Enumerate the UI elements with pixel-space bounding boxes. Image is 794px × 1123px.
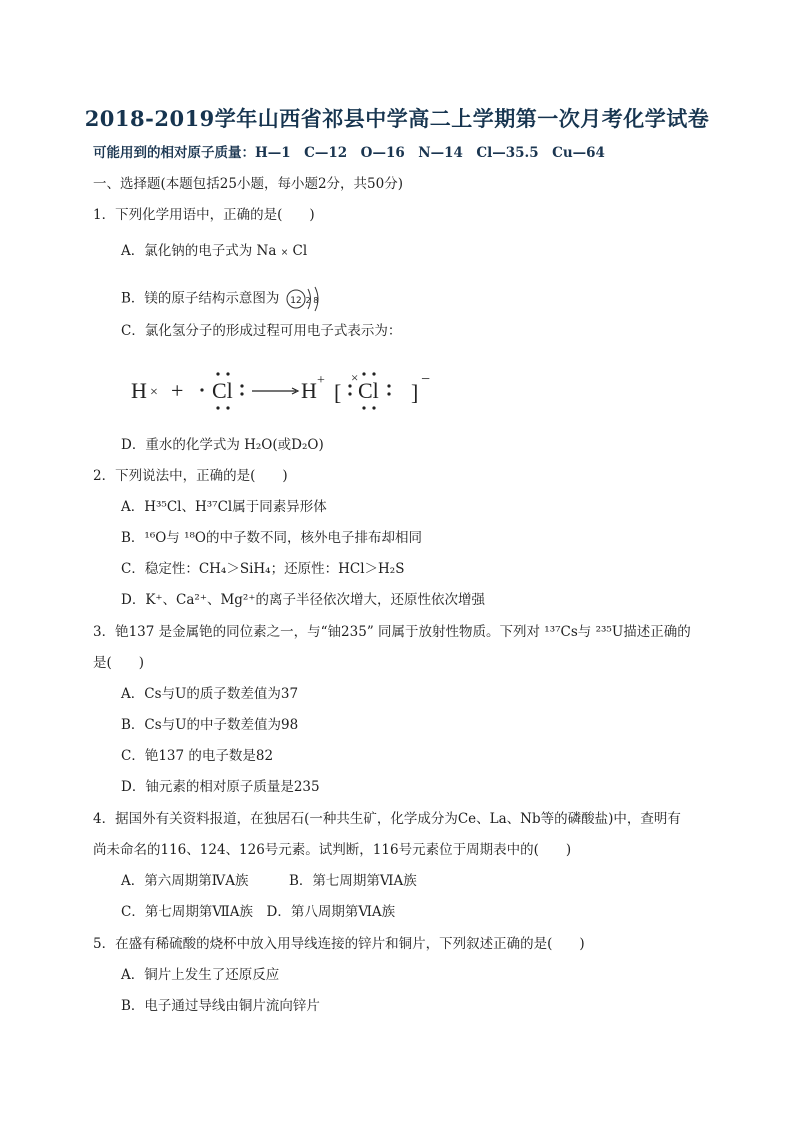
q1-option-d-formula: H₂O(或D₂O) (244, 437, 324, 453)
page-title: 2018-2019学年山西省祁县中学高二上学期第一次月考化学试卷 (84, 106, 710, 131)
section-heading: 一、选择题(本题包括25小题，每小题2分，共50分) (93, 176, 403, 192)
q2-option-c: C．稳定性：CH₄＞SiH₄；还原性：HCl＞H₂S (121, 561, 405, 577)
eq-bond-electron: × (351, 370, 359, 385)
q1-option-d-text: D．重水的化学式为 (121, 437, 240, 453)
q3-stem-line1: 3．铯137 是金属铯的同位素之一，与“铀235” 同属于放射性物质。下列对 ¹³⁷Cs与 ²³⁵U描述正确的 (93, 624, 691, 640)
eq-left-bracket: [ (334, 380, 342, 405)
eq-right-bracket: ] (411, 380, 419, 405)
q3-option-c: C．铯137 的电子数是82 (121, 748, 274, 764)
q2-option-d: D．K⁺、Ca²⁺、Mg²⁺的离子半径依次增大，还原性依次增强 (121, 592, 485, 608)
q1-option-b-text: B．镁的原子结构示意图为 (121, 290, 280, 307)
eq-plus: + (171, 378, 184, 403)
q1-option-a (121, 242, 307, 262)
atomic-masses: 可能用到的相对原子质量：H—1 C—12 O—16 N—14 Cl—35.5 Cu—64 (93, 145, 605, 161)
q5-option-b: B．电子通过导线由铜片流向锌片 (121, 998, 320, 1014)
eq-minus-charge: − (421, 371, 431, 388)
q5-stem: 5．在盛有稀硫酸的烧杯中放入用导线连接的锌片和铜片，下列叙述正确的是( ) (93, 936, 585, 952)
q3-stem-line2: 是( ) (93, 655, 145, 671)
eq-h-electron: × (150, 385, 158, 400)
q3-option-d: D．铀元素的相对原子质量是235 (121, 779, 320, 795)
atom-shells-label: 2 8 (305, 296, 319, 305)
q1-option-a-text: A．氯化钠的电子式为 Na (121, 243, 277, 259)
q5-option-a: A．铜片上发生了还原反应 (121, 967, 280, 983)
q4-stem-line2: 尚未命名的116、124、126号元素。试判断，116号元素位于周期表中的( ) (93, 842, 572, 858)
q2-stem: 2．下列说法中，正确的是( ) (93, 468, 288, 484)
q1-stem: 1．下列化学用语中，正确的是( ) (93, 207, 315, 223)
q4-stem-line1: 4．据国外有关资料报道，在独居石(一种共生矿，化学成分为Ce、La、Nb等的磷酸盐)中，查明有 (93, 811, 681, 827)
q1-option-a-formula: Cl (292, 243, 308, 259)
q2-option-a: A．H³⁵Cl、H³⁷Cl属于同素异形体 (121, 499, 327, 515)
eq-cl-atom: Cl (212, 378, 233, 403)
hcl-formation-equation (131, 362, 481, 428)
q3-option-b: B．Cs与U的中子数差值为98 (121, 717, 299, 733)
q1-option-b (121, 284, 326, 314)
mg-atom-diagram (284, 284, 326, 314)
eq-h-ion: H (301, 378, 317, 403)
eq-h-atom: H (131, 378, 147, 403)
q4-options-cd: C．第七周期第ⅦA族 D．第八周期第ⅥA族 (121, 904, 396, 920)
q4-options-ab: A．第六周期第ⅣA族 B．第七周期第ⅥA族 (121, 873, 417, 889)
eq-cl-ion: Cl (358, 378, 379, 403)
q2-option-b: B．¹⁶O与 ¹⁸O的中子数不同，核外电子排布却相同 (121, 530, 422, 546)
q1-option-c: C．氯化氢分子的形成过程可用电子式表示为： (121, 323, 402, 339)
cross-dot-mark: × (280, 248, 289, 258)
q3-option-a: A．Cs与U的质子数差值为37 (121, 686, 299, 702)
q1-option-d (121, 436, 324, 454)
eq-plus-charge: + (317, 373, 325, 388)
atom-nucleus-label: 12 (289, 296, 302, 306)
electron-dot-equation (131, 362, 481, 422)
